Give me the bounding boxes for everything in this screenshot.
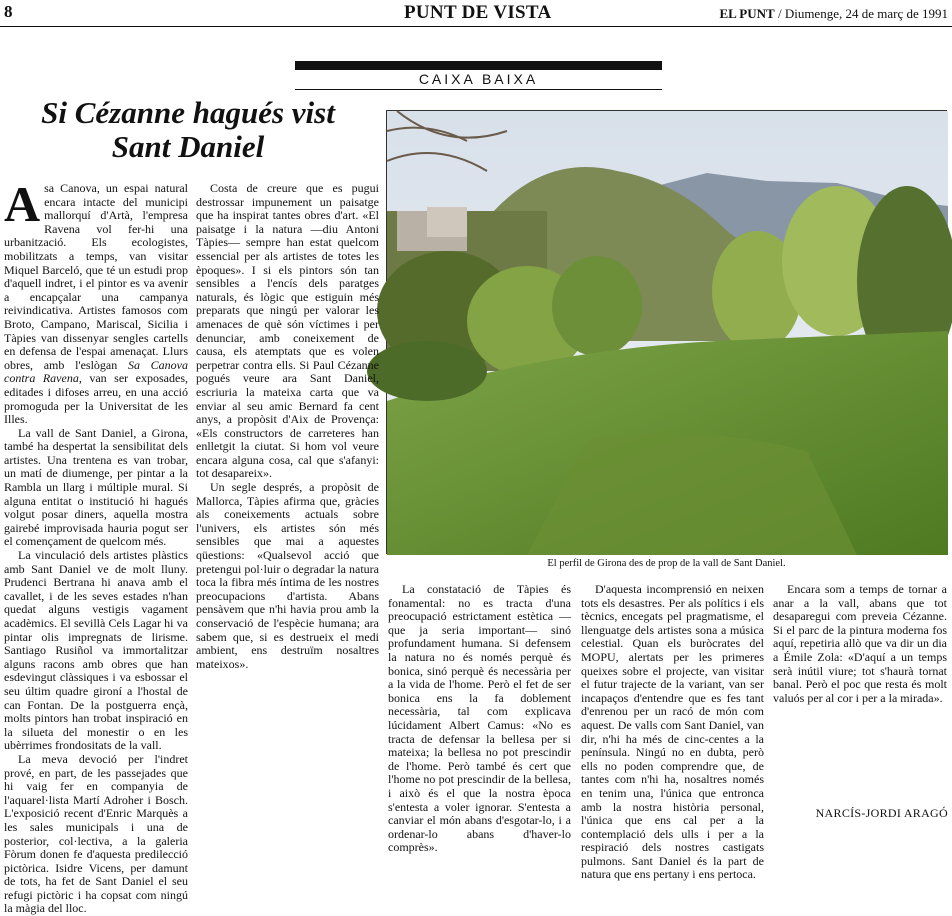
page-number: 8 bbox=[4, 2, 13, 21]
header-rule bbox=[0, 26, 952, 27]
paragraph-1-text: sa Canova, un espai natural encara intacte del municipi mallorquí d'Artà, l'empresa Ravena vol fer-hi una urbanització. Els ecologistes, mobilitzats a temps, van visitar Miquel Barceló, que té un estudi prop d'aquell indret, i el pintor es va avenir a encapçalar una campanya reivindicativa. Artistes famosos com Broto, Campano, Mariscal, Sicilia i Tàpies van dissenyar sengles cartells en defensa de l'espai amenaçat. Llurs obres, amb l'eslògan bbox=[4, 181, 188, 372]
photo-caption: El perfil de Girona des de prop de la vall de Sant Daniel. bbox=[547, 558, 786, 569]
paragraph-5: Costa de creure que es pugui destrossar impunement un paisatge que ha inspirat tantes obres d'art. «El paisatge i la natura —diu Antoni Tàpies— sempre han estat quelcom essencial per als artistes de totes les èpoques». I si els pintors són tan sensibles a l'encís dels paratges naturals, és lògic que estiguin més preparats que ningú per valorar les amenaces de què són víctimes i per denunciar, amb coneixement de causa, els atemptats que es volen perpetrar contra ells. Si Paul Cézanne pogués veure ara Sant Daniel, escriuria la mateixa carta que va enviar al seu amic Bernard fa cent anys, a propòsit d'Aix de Provença: «Els constructors de carreteres han enlletgit la ciutat. Si hom vol veure encara alguna cosa, cal que s'afanyi: tot desapareix». bbox=[196, 181, 379, 481]
column-3 bbox=[388, 582, 571, 855]
article-photo bbox=[386, 110, 947, 554]
kicker-rule bbox=[295, 89, 662, 90]
paragraph-4: La meva devoció per l'indret prové, en part, de les passejades que hi vaig fer en companyia de l'aquarel·lista Martí Adroher i Bosch. L'exposició recent d'Enric Marquès a les sales municipals i una de posterior, col·lectiva, a la galeria Fòrum donen fe d'aquesta predilecció pictòrica. Isidre Vicens, per damunt de tots, ha fet de Sant Daniel el seu refugi pictòric i ha copsat com ningú la màgia del lloc. bbox=[4, 751, 188, 916]
paragraph-8: D'aquesta incomprensió en neixen tots els desastres. Per als polítics i els tècnics, encegats pel pragmatisme, el llenguatge dels artistes sona a música celestial. Quan els buròcrates del MOPU, alertats per les primeres queixes sobre el projecte, van visitar el futur trajecte de la variant, van ser incapaços d'entendre que es fes tant d'enrenou per un racó de món com aquest. De valls com Sant Daniel, van dir, n'hi ha més de cinc-centes a la península. Ningú no en dubta, però ells no poden comprendre que, de tantes com n'hi ha, nosaltres només en tenim una, l'única que entronca amb la nostra història personal, l'única que ens cal per a la contemplació dels ulls i per a la respiració dels nostres castigats pulmons. Sant Daniel és la part de natura que ens pertany i ens pertoca. bbox=[581, 582, 764, 882]
section-title: PUNT DE VISTA bbox=[404, 2, 552, 23]
kicker-bar bbox=[295, 61, 662, 70]
paper-name: EL PUNT bbox=[719, 6, 775, 21]
paragraph-7: La constatació de Tàpies és fonamental: no es tracta d'una preocupació estrictament estètica —que ja seria important— sinó profundament humana. Si defensem la natura no és només perquè és bonica, sinó perquè és necessària per a la vida de l'home. Però el fet de ser bonica ens la fa doblement necessària, tal com explicava lúcidament Albert Camus: «No es tracta de defensar la bellesa per si mateixa; la bellesa no pot prescindir de l'home. Però també és cert que l'home no pot prescindir de la bellesa, i això és el que la nostra època s'entesta a voler ignorar. S'entesta a canviar el món abans d'esgotar-lo, i a ordenar-lo abans d'haver-lo comprès». bbox=[388, 582, 571, 855]
landscape-photo bbox=[387, 111, 948, 555]
paragraph-1 bbox=[4, 176, 188, 427]
column-4 bbox=[581, 582, 764, 882]
paper-date bbox=[719, 6, 948, 22]
paragraph-9: Encara som a temps de tornar a anar a la vall, abans que tot desaparegui com preveia Cézanne. Si el parc de la pintura moderna fos aquí, repetiria allò que va dir un dia a Émile Zola: «D'aquí a un temps serà inútil viure; tot s'haurà tornat banal. Però el poc que resta és molt valuós per al cor i per a la mirada». bbox=[773, 582, 947, 705]
drop-cap: A bbox=[4, 176, 41, 232]
column-2 bbox=[196, 182, 379, 832]
issue-date: / Diumenge, 24 de març de 1991 bbox=[774, 6, 948, 21]
paragraph-1-end: , van ser exposades, editades i difoses arreu, en una acció promoguda per la Universitat de les Illes. bbox=[4, 371, 188, 427]
paragraph-3: La vinculació dels artistes plàstics amb Sant Daniel ve de molt lluny. Prudenci Bertrana hi anava amb el cavallet, i de les seves estades n'han quedat alguns vestigis vagament acadèmics. El sevillà Cels Lagar hi va pintar olis impregnats de lirisme. Santiago Rusiñol va immortalitzar alguns racons amb obres que han esdevingut clàssiques i va esbossar el seu últim quadre gironí a l'hostal de can Fontan. De la postguerra ençà, molts pintors han trobat inspiració en la silueta del monestir o en les ubèrrimes frondositats de la vall. bbox=[4, 548, 188, 753]
slogan: Sa Canova contra Ravena bbox=[4, 357, 188, 386]
article-title bbox=[8, 96, 368, 164]
column-5 bbox=[773, 583, 947, 832]
column-1 bbox=[4, 176, 188, 916]
paragraph-6: Un segle després, a propòsit de Mallorca, Tàpies afirma que, gràcies als coneixements actuals sobre l'univers, els artistes són més sensibles que mai a aquestes qüestions: «Qualsevol acció que pretengui pol·luir o degradar la natura toca la fibra més íntima de les nostres preocupacions d'artista. Abans pensàvem que n'hi havia prou amb la conservació de l'espècie humana; ara sabem que, si es destrueix el medi ambient, ens destruïm nosaltres mateixos». bbox=[196, 480, 379, 671]
author-signature: NARCÍS-JORDI ARAGÓ bbox=[815, 806, 948, 820]
title-line-1: Si Cézanne hagués vist bbox=[41, 95, 335, 130]
paragraph-2: La vall de Sant Daniel, a Girona, també ha despertat la sensibilitat dels artistes. Una trentena es van trobar, un matí de diumenge, per pintar a la Rambla un llarg i múltiple mural. Si alguna entitat o institució hi hagués volgut posar diners, aquella mostra gairebé improvisada hauria pogut ser el començament de quelcom més. bbox=[4, 425, 188, 549]
title-line-2: Sant Daniel bbox=[111, 129, 265, 164]
kicker: CAIXA BAIXA bbox=[418, 71, 539, 87]
